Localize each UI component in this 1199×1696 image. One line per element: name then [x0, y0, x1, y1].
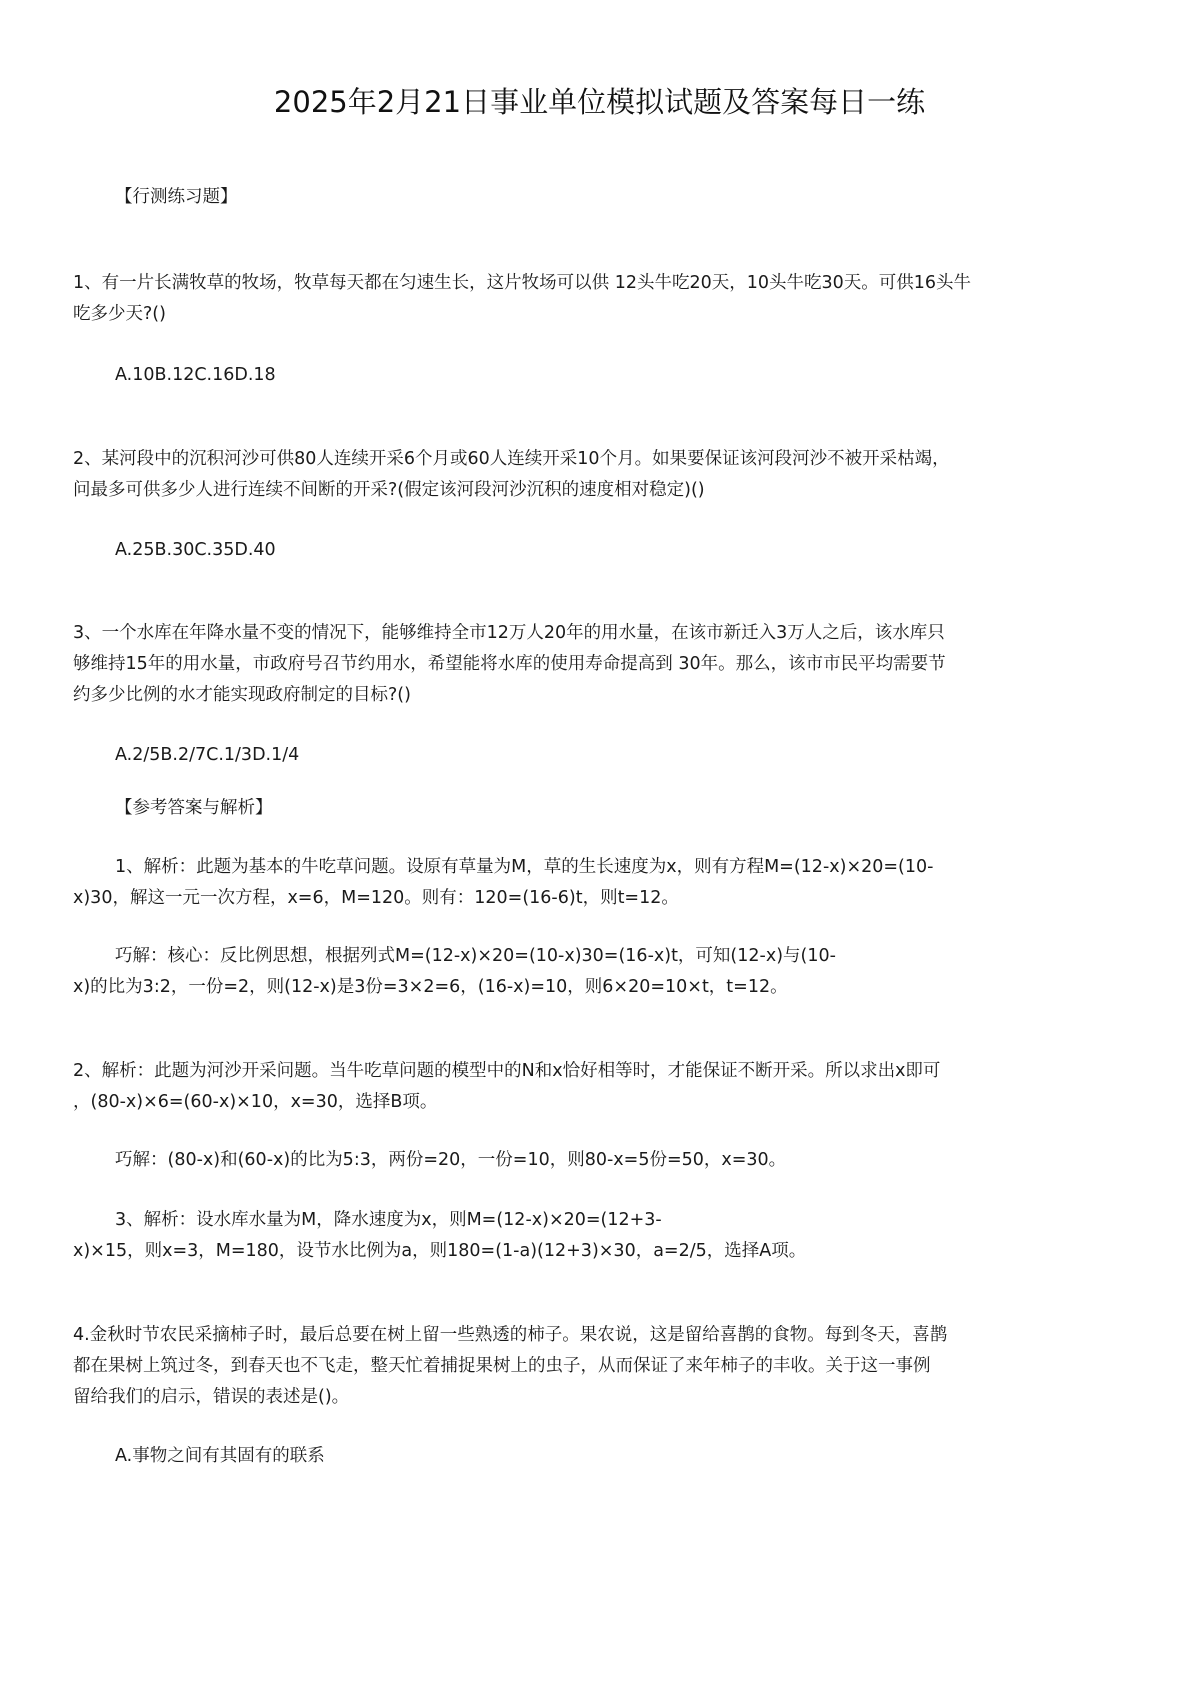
question-4-line-2: 都在果树上筑过冬，到春天也不飞走，整天忙着捕捉果树上的虫子，从而保证了来年柿子的丰收。关于这一事例	[73, 1356, 931, 1376]
answer-1-line-1: 1、解析：此题为基本的牛吃草问题。设原有草量为M，草的生长速度为x，则有方程M=(12-x)×20=(10-	[115, 857, 934, 877]
answer-1-line-2: x)30，解这一元一次方程，x=6，M=120。则有：120=(16-6)t，则t=12。	[73, 888, 679, 908]
question-4-option-a: A.事物之间有其固有的联系	[115, 1446, 325, 1466]
question-1-line-2: 吃多少天?()	[73, 304, 166, 324]
question-3-options: A.2/5B.2/7C.1/3D.1/4	[115, 745, 300, 765]
question-3-line-2: 够维持15年的用水量，市政府号召节约用水，希望能将水库的使用寿命提高到 30年。那么，该市市民平均需要节	[73, 654, 946, 674]
question-1-options: A.10B.12C.16D.18	[115, 365, 276, 385]
question-1-line-1: 1、有一片长满牧草的牧场，牧草每天都在匀速生长，这片牧场可以供 12头牛吃20天，10头牛吃30天。可供16头牛	[73, 273, 972, 293]
answer-2-line-1: 2、解析：此题为河沙开采问题。当牛吃草问题的模型中的N和x恰好相等时，才能保证不断开采。所以求出x即可	[73, 1061, 941, 1081]
question-2-line-1: 2、某河段中的沉积河沙可供80人连续开采6个月或60人连续开采10个月。如果要保证该河段河沙不被开采枯竭，	[73, 449, 950, 469]
question-4-line-3: 留给我们的启示，错误的表述是()。	[73, 1387, 350, 1407]
question-2-options: A.25B.30C.35D.40	[115, 540, 276, 560]
answer-2-line-2: ，(80-x)×6=(60-x)×10，x=30，选择B项。	[73, 1092, 438, 1112]
page-title: 2025年2月21日事业单位模拟试题及答案每日一练	[273, 85, 926, 119]
section-heading-answers: 【参考答案与解析】	[115, 798, 273, 818]
answer-3-line-2: x)×15，则x=3，M=180，设节水比例为a，则180=(1-a)(12+3)×30，a=2/5，选择A项。	[73, 1241, 807, 1261]
section-heading-practice: 【行测练习题】	[115, 187, 238, 207]
answer-1-tip-line-2: x)的比为3:2，一份=2，则(12-x)是3份=3×2=6，(16-x)=10，则6×20=10×t，t=12。	[73, 977, 788, 997]
question-2-line-2: 问最多可供多少人进行连续不间断的开采?(假定该河段河沙沉积的速度相对稳定)()	[73, 480, 705, 500]
answer-3-line-1: 3、解析：设水库水量为M，降水速度为x，则M=(12-x)×20=(12+3-	[115, 1210, 662, 1230]
question-4-line-1: 4.金秋时节农民采摘柿子时，最后总要在树上留一些熟透的柿子。果农说，这是留给喜鹊的食物。每到冬天，喜鹊	[73, 1325, 948, 1345]
question-3-line-3: 约多少比例的水才能实现政府制定的目标?()	[73, 685, 411, 705]
answer-1-tip-line-1: 巧解：核心：反比例思想，根据列式M=(12-x)×20=(10-x)30=(16-x)t，可知(12-x)与(10-	[115, 946, 836, 966]
question-3-line-1: 3、一个水库在年降水量不变的情况下，能够维持全市12万人20年的用水量，在该市新迁入3万人之后，该水库只	[73, 623, 945, 643]
answer-2-tip: 巧解：(80-x)和(60-x)的比为5:3，两份=20，一份=10，则80-x=5份=50，x=30。	[115, 1150, 787, 1170]
